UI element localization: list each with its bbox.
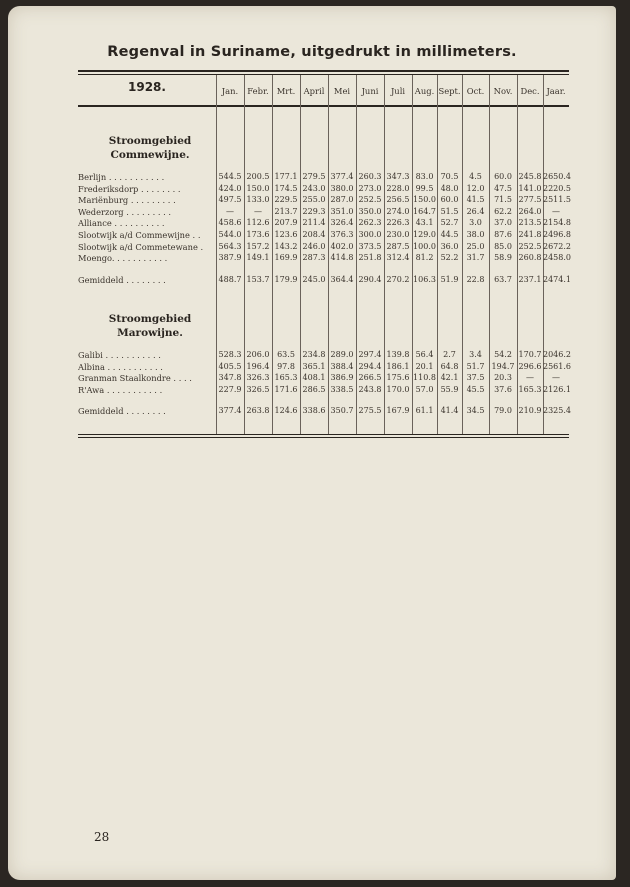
- rainfall-value: 34.5: [466, 406, 485, 416]
- column-header: Dec.: [520, 86, 540, 96]
- rainfall-value: 129.0: [413, 230, 436, 239]
- rainfall-value: 2458.0: [543, 253, 571, 263]
- rainfall-value: 57.0: [415, 384, 434, 394]
- rainfall-value: 237.1: [518, 274, 542, 284]
- rainfall-value: 165.3: [518, 384, 542, 394]
- bottom-rule-2: [78, 437, 569, 438]
- rainfall-value: 338.5: [330, 384, 354, 394]
- rainfall-value: —: [552, 206, 560, 216]
- rainfall-value: 2154.8: [543, 218, 571, 228]
- rainfall-value: 54.2: [494, 350, 512, 359]
- rainfall-value: 207.9: [274, 218, 298, 228]
- rainfall-value: 424.0: [218, 183, 242, 193]
- section-heading: [80, 312, 220, 340]
- rainfall-value: 387.9: [218, 253, 242, 263]
- station-name: Mariënburg . . . . . . . . .: [78, 195, 176, 206]
- table-row: [8, 229, 616, 241]
- rainfall-value: 564.3: [218, 241, 242, 251]
- rainfall-value: 326.3: [246, 373, 270, 383]
- rainfall-value: 12.0: [466, 183, 485, 193]
- table-row: [8, 194, 616, 206]
- rainfall-value: 252.5: [358, 195, 382, 205]
- rainfall-value: 245.8: [518, 172, 542, 181]
- rainfall-value: —: [552, 373, 560, 383]
- rainfall-value: 48.0: [440, 183, 459, 193]
- rainfall-value: 388.4: [330, 361, 354, 371]
- rainfall-value: 81.2: [415, 253, 434, 263]
- rainfall-value: 52.2: [440, 253, 459, 263]
- rainfall-value: 234.8: [302, 350, 326, 359]
- rainfall-value: 87.6: [494, 230, 512, 239]
- rainfall-value: 133.0: [246, 195, 270, 205]
- table-row: [8, 349, 616, 361]
- rainfall-value: 2046.2: [543, 350, 571, 359]
- rainfall-value: 2126.1: [543, 384, 571, 394]
- rainfall-value: 175.6: [386, 373, 410, 383]
- rainfall-value: 528.3: [218, 350, 242, 359]
- rainfall-value: 544.0: [218, 230, 242, 239]
- rainfall-value: 97.8: [277, 361, 295, 371]
- rainfall-value: 186.1: [386, 361, 410, 371]
- station-name: Albina . . . . . . . . . . .: [78, 361, 163, 372]
- column-header: Febr.: [247, 86, 269, 96]
- year-label: 1928.: [128, 80, 166, 94]
- station-name: Wederzorg . . . . . . . . .: [78, 206, 172, 217]
- rainfall-value: 173.6: [246, 230, 270, 239]
- section-heading: [80, 134, 220, 162]
- rainfall-value: 377.4: [330, 172, 354, 181]
- rainfall-value: 350.0: [358, 206, 382, 216]
- rainfall-value: 2650.4: [543, 172, 571, 181]
- rainfall-value: 2561.6: [543, 361, 571, 371]
- rainfall-value: 210.9: [518, 406, 542, 416]
- rainfall-value: 2511.5: [543, 195, 571, 205]
- rainfall-value: 157.2: [246, 241, 270, 251]
- rainfall-value: 179.9: [274, 274, 298, 284]
- section-heading-line2: Marowijne.: [117, 327, 183, 339]
- rainfall-value: 60.0: [494, 172, 512, 181]
- section-heading-line1: Stroomgebied: [108, 313, 192, 325]
- rainfall-value: 228.0: [386, 183, 410, 193]
- rainfall-value: 286.5: [302, 384, 326, 394]
- rainfall-value: 266.5: [358, 373, 382, 383]
- rainfall-value: 164.7: [413, 206, 436, 216]
- rainfall-value: 211.4: [302, 218, 326, 228]
- rainfall-value: 351.0: [330, 206, 354, 216]
- rainfall-value: 294.4: [358, 361, 382, 371]
- rainfall-value: 63.7: [494, 274, 512, 284]
- rainfall-value: 110.8: [413, 373, 436, 383]
- rainfall-value: 141.0: [518, 183, 542, 193]
- table-row: [8, 361, 616, 373]
- header-rule: [78, 105, 569, 107]
- rainfall-value: 364.4: [330, 274, 354, 284]
- rainfall-value: 279.5: [302, 172, 326, 181]
- rainfall-value: 275.5: [358, 406, 382, 416]
- rainfall-value: 260.3: [358, 172, 382, 181]
- rainfall-value: 229.3: [302, 206, 326, 216]
- rainfall-value: 4.5: [469, 172, 482, 181]
- column-header: Juni: [361, 86, 379, 96]
- rainfall-value: 277.5: [518, 195, 542, 205]
- rainfall-value: 36.0: [440, 241, 459, 251]
- rainfall-value: 246.0: [302, 241, 326, 251]
- rainfall-value: 61.1: [415, 406, 434, 416]
- table-row: [8, 252, 616, 264]
- average-row: [8, 405, 616, 417]
- column-header: Jaar.: [546, 86, 566, 96]
- rainfall-value: 260.8: [518, 253, 542, 263]
- rainfall-value: 380.0: [330, 183, 354, 193]
- rainfall-value: 376.3: [330, 230, 354, 239]
- rainfall-value: 264.0: [518, 206, 542, 216]
- rainfall-value: 60.0: [440, 195, 459, 205]
- rainfall-value: 377.4: [218, 406, 242, 416]
- rainfall-value: 365.1: [302, 361, 326, 371]
- station-name: Moengo. . . . . . . . . . .: [78, 253, 168, 264]
- table-title: Regenval in Suriname, uitgedrukt in millimeters.: [107, 44, 517, 60]
- rainfall-value: 296.6: [518, 361, 542, 371]
- rainfall-value: 287.3: [302, 253, 326, 263]
- rainfall-value: 287.5: [386, 241, 410, 251]
- rainfall-value: 243.8: [358, 384, 382, 394]
- station-name: Berlijn . . . . . . . . . . .: [78, 172, 165, 182]
- station-name: R'Awa . . . . . . . . . . .: [78, 384, 163, 395]
- rainfall-value: 52.7: [440, 218, 459, 228]
- rainfall-value: 347.8: [218, 373, 242, 383]
- rainfall-value: 167.9: [386, 406, 410, 416]
- rainfall-value: 241.8: [518, 230, 542, 239]
- section-heading-line2: Commewijne.: [110, 149, 190, 161]
- rainfall-value: 143.2: [274, 241, 298, 251]
- rainfall-value: 227.9: [218, 384, 242, 394]
- rainfall-value: 2496.8: [543, 230, 571, 239]
- rainfall-value: 41.4: [440, 406, 459, 416]
- rainfall-value: 270.2: [386, 274, 410, 284]
- rainfall-value: 213.7: [274, 206, 298, 216]
- rainfall-value: 153.7: [246, 274, 270, 284]
- rainfall-value: 408.1: [302, 373, 326, 383]
- rainfall-value: 55.9: [440, 384, 459, 394]
- rainfall-value: 243.0: [302, 183, 326, 193]
- station-name: Gemiddeld . . . . . . . .: [78, 406, 166, 417]
- rainfall-value: 139.8: [386, 350, 410, 359]
- rainfall-value: 373.5: [358, 241, 382, 251]
- rainfall-value: —: [254, 206, 262, 216]
- rainfall-value: 290.4: [358, 274, 382, 284]
- station-name: Slootwijk a/d Commewijne . .: [78, 230, 201, 240]
- rainfall-value: 169.9: [274, 253, 298, 263]
- rainfall-value: 2220.5: [543, 183, 571, 193]
- rainfall-value: 149.1: [246, 253, 270, 263]
- rainfall-value: 2474.1: [543, 274, 571, 284]
- rainfall-value: 2.7: [443, 350, 456, 359]
- column-header: Mrt.: [276, 86, 296, 96]
- station-name: Alliance . . . . . . . . . .: [78, 218, 165, 229]
- rainfall-value: 170.7: [518, 350, 542, 359]
- rainfall-value: 287.0: [330, 195, 354, 205]
- rainfall-value: 458.6: [218, 218, 242, 228]
- rainfall-value: 347.3: [386, 172, 410, 181]
- rainfall-value: 37.6: [494, 384, 512, 394]
- rainfall-value: 405.5: [218, 361, 242, 371]
- rainfall-value: 63.5: [277, 350, 295, 359]
- rainfall-value: 85.0: [494, 241, 512, 251]
- table-row: [8, 183, 616, 195]
- rainfall-value: 37.5: [466, 373, 485, 383]
- rainfall-value: 37.0: [494, 218, 512, 228]
- rainfall-value: 170.0: [386, 384, 410, 394]
- rainfall-value: 273.0: [358, 183, 382, 193]
- rainfall-value: 255.0: [302, 195, 326, 205]
- rainfall-value: 20.3: [494, 373, 512, 383]
- rainfall-value: 56.4: [415, 350, 434, 359]
- rainfall-value: 106.3: [413, 274, 436, 284]
- page-number: 28: [94, 830, 110, 844]
- rainfall-value: 386.9: [330, 373, 354, 383]
- rainfall-value: 252.5: [518, 241, 542, 251]
- rainfall-value: 208.4: [302, 230, 326, 239]
- column-header: Mei: [333, 86, 351, 96]
- rainfall-value: 196.4: [246, 361, 270, 371]
- rainfall-value: —: [526, 373, 534, 383]
- column-header: Jan.: [221, 86, 239, 96]
- rainfall-value: 22.8: [466, 274, 485, 284]
- column-header: Oct.: [466, 86, 485, 96]
- rainfall-value: 26.4: [466, 206, 485, 216]
- column-header: Juli: [390, 86, 406, 96]
- average-row: [8, 274, 616, 286]
- rainfall-value: 262.3: [358, 218, 382, 228]
- rainfall-value: 3.0: [469, 218, 482, 228]
- rainfall-value: 338.6: [302, 406, 326, 416]
- rainfall-value: 112.6: [246, 218, 270, 228]
- section-heading-line1: Stroomgebied: [108, 135, 192, 147]
- rainfall-value: 289.0: [330, 350, 354, 359]
- table-row: [8, 217, 616, 229]
- rainfall-value: 44.5: [440, 230, 459, 239]
- rainfall-value: 25.0: [466, 241, 485, 251]
- rainfall-value: 194.7: [491, 361, 515, 371]
- rainfall-value: 43.1: [415, 218, 434, 228]
- rainfall-value: 150.0: [413, 195, 436, 205]
- rainfall-value: 45.5: [466, 384, 485, 394]
- rainfall-value: 274.0: [386, 206, 410, 216]
- rainfall-value: 174.5: [274, 183, 298, 193]
- table-row: [8, 384, 616, 396]
- rainfall-value: 99.5: [415, 183, 434, 193]
- rainfall-value: 42.1: [440, 373, 459, 383]
- rainfall-value: 71.5: [494, 195, 512, 205]
- station-name: Granman Staalkondre . . . .: [78, 373, 192, 384]
- rainfall-value: 251.8: [358, 253, 382, 263]
- rainfall-value: 58.9: [494, 253, 512, 263]
- rainfall-value: 229.5: [274, 195, 298, 205]
- rainfall-value: 2325.4: [543, 406, 571, 416]
- rainfall-value: 206.0: [246, 350, 270, 359]
- rainfall-value: 226.3: [386, 218, 410, 228]
- rainfall-value: 51.7: [466, 361, 485, 371]
- top-rule-thin: [78, 74, 569, 75]
- rainfall-value: —: [226, 206, 234, 216]
- rainfall-value: 213.5: [518, 218, 542, 228]
- rainfall-value: 256.5: [386, 195, 410, 205]
- top-rule-thick: [78, 70, 569, 72]
- rainfall-value: 177.1: [274, 172, 298, 181]
- rainfall-value: 165.3: [274, 373, 298, 383]
- rainfall-value: 326.4: [330, 218, 354, 228]
- table-row: [8, 206, 616, 218]
- rainfall-value: 20.1: [415, 361, 434, 371]
- rainfall-value: 2672.2: [543, 241, 571, 251]
- rainfall-value: 100.0: [413, 241, 436, 251]
- rainfall-value: 51.9: [440, 274, 459, 284]
- rainfall-value: 263.8: [246, 406, 270, 416]
- rainfall-value: 124.6: [274, 406, 298, 416]
- rainfall-value: 297.4: [358, 350, 382, 359]
- table-row: [8, 241, 616, 253]
- rainfall-value: 51.5: [440, 206, 459, 216]
- column-header: Nov.: [493, 86, 513, 96]
- rainfall-value: 150.0: [246, 183, 270, 193]
- station-name: Slootwijk a/d Commetewane .: [78, 241, 204, 252]
- rainfall-value: 38.0: [466, 230, 485, 239]
- station-name: Frederiksdorp . . . . . . . .: [78, 183, 181, 194]
- rainfall-value: 171.6: [274, 384, 298, 394]
- rainfall-value: 544.5: [218, 172, 242, 181]
- rainfall-value: 245.0: [302, 274, 326, 284]
- rainfall-value: 70.5: [440, 172, 459, 181]
- rainfall-value: 350.7: [330, 406, 354, 416]
- table-row: [8, 372, 616, 384]
- column-header: Aug.: [414, 86, 435, 96]
- rainfall-value: 79.0: [494, 406, 512, 416]
- column-header: Sept.: [438, 86, 461, 96]
- station-name: Galibi . . . . . . . . . . .: [78, 350, 161, 360]
- rainfall-value: 488.7: [218, 274, 242, 284]
- rainfall-value: 300.0: [358, 230, 382, 239]
- rainfall-value: 326.5: [246, 384, 270, 394]
- rainfall-value: 47.5: [494, 183, 512, 193]
- rainfall-value: 3.4: [469, 350, 482, 359]
- station-name: Gemiddeld . . . . . . . .: [78, 274, 166, 285]
- column-header: April: [303, 86, 325, 96]
- rainfall-value: 497.5: [218, 195, 242, 205]
- rainfall-value: 62.2: [494, 206, 512, 216]
- rainfall-value: 31.7: [466, 253, 485, 263]
- rainfall-value: 312.4: [386, 253, 410, 263]
- rainfall-value: 123.6: [274, 230, 298, 239]
- rainfall-value: 41.5: [466, 195, 485, 205]
- rainfall-value: 414.8: [330, 253, 354, 263]
- rainfall-value: 402.0: [330, 241, 354, 251]
- page: [8, 6, 616, 880]
- rainfall-value: 83.0: [415, 172, 434, 181]
- rainfall-value: 64.8: [440, 361, 459, 371]
- rainfall-value: 200.5: [246, 172, 270, 181]
- bottom-rule-1: [78, 434, 569, 435]
- rainfall-value: 230.0: [386, 230, 410, 239]
- table-row: [8, 171, 616, 183]
